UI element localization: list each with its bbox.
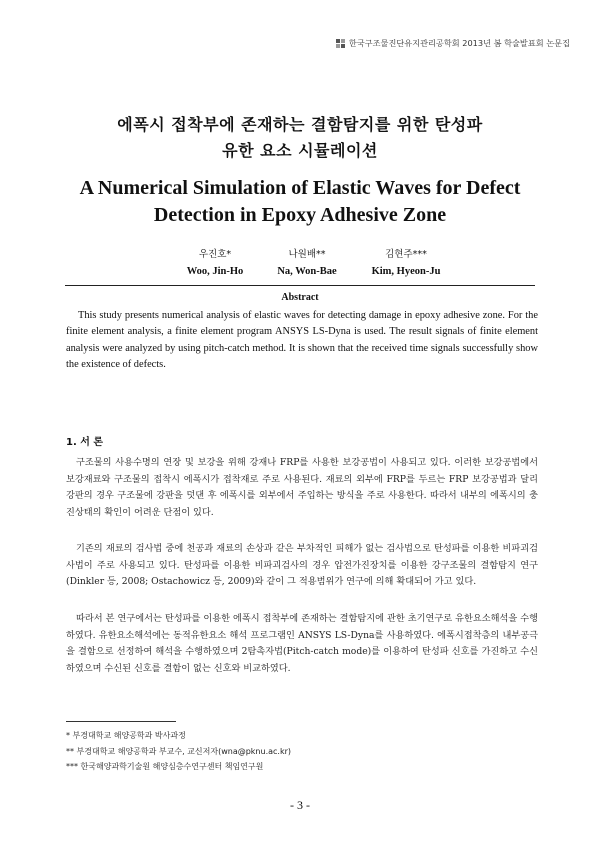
abstract-heading: Abstract	[281, 292, 319, 303]
conference-header	[336, 38, 570, 49]
author-english-name: Woo, Jin-Ho	[186, 266, 244, 277]
author-divider	[65, 285, 535, 286]
footnote-2: ** 부경대학교 해양공학과 부교수, 교신저자(wna@pknu.ac.kr)	[66, 746, 292, 756]
footnote-1: * 부경대학교 해양공학과 박사과정	[66, 731, 186, 740]
section-heading-introduction: 1. 서 론	[66, 437, 104, 448]
author-korean-name: 김현주***	[385, 249, 427, 260]
english-title-line2: Detection in Epoxy Adhesive Zone	[153, 204, 447, 226]
author-korean-name: 나원배**	[288, 249, 326, 260]
conference-name: 한국구조물진단유지관리공학회 2013년 봄 학술발표회 논문집	[348, 38, 570, 48]
page-number: - 3 -	[290, 798, 310, 812]
body-paragraph: 따라서 본 연구에서는 탄성파를 이용한 에폭시 접착부에 존재하는 결함탐지에 관한 초기연구로 유한요소해석을 수행하였다. 유한요소해석에는 동적유한요소 해석 프로그램인 ANSYS LS-Dyna를 사용하였다. 에폭시접착층의 내부공극을 결함으로 선정하여 해석을 수행하였으며 2탐촉자법(Pitch-catch mode)를 이용하여 탄성파 신호를 가진하고 수신하였으며 수신된 신호를 결함이 없는 신호와 비교하였다.	[66, 613, 538, 674]
author-2	[262, 246, 352, 277]
author-korean-name: 우진호*	[198, 249, 232, 260]
body-paragraph: 구조물의 사용수명의 연장 및 보강을 위해 강재나 FRP를 사용한 보강공법이 사용되고 있다. 이러한 보강공법에서 보강재료와 구조물의 접착시 에폭시가 접착재로 주로 사용된다. 재료의 외부에 FRP를 두르는 FRP 보강공법과 달리 강판의 경우 구조물에 강판을 덧댄 후 에폭시를 외부에서 주입하는 방식을 주로 사용한다. 따라서 내부의 에폭시의 충진상태의 확인이 어려운 단점이 있다.	[66, 457, 538, 518]
body-paragraph: 기존의 재료의 검사법 중에 천공과 재료의 손상과 같은 부차적인 피해가 없는 검사법으로 탄성파를 이용한 비파괴검사법이 주로 사용되고 있다. 탄성파를 이용한 비파괴검사의 경우 압전가진장치를 이용한 강구조물의 결함탐지 연구(Dinkler 등, 2008; Ostachowicz 등, 2009)와 같이 그 적용범위가 연구에 의해 확대되어 가고 있다.	[66, 543, 538, 588]
author-list	[0, 246, 600, 286]
korean-title-line2: 유한 요소 시뮬레이션	[222, 141, 378, 160]
footnotes	[66, 728, 536, 775]
korean-title-line1: 에폭시 접착부에 존재하는 결함탐지를 위한 탄성파	[117, 115, 483, 134]
author-english-name: Kim, Hyeon-Ju	[371, 266, 441, 277]
abstract-text: This study presents numerical analysis of elastic waves for detecting damage in epoxy adhesive zone. For the finite element analysis, a finite element program ANSYS LS-Dyna is used. The result signals of finite element analysis were analyzed by using pitch-catch method. It is shown that the received time signals successfully show the existence of defects.	[66, 310, 538, 370]
footnote-3: *** 한국해양과학기술원 해양심층수연구센터 책임연구원	[66, 762, 264, 771]
english-title-line1: A Numerical Simulation of Elastic Waves for Defect	[79, 177, 521, 199]
author-3	[356, 246, 456, 277]
society-logo-icon	[336, 39, 346, 49]
footnote-divider	[66, 721, 176, 722]
author-english-name: Na, Won-Bae	[277, 266, 337, 277]
author-1	[170, 246, 260, 277]
